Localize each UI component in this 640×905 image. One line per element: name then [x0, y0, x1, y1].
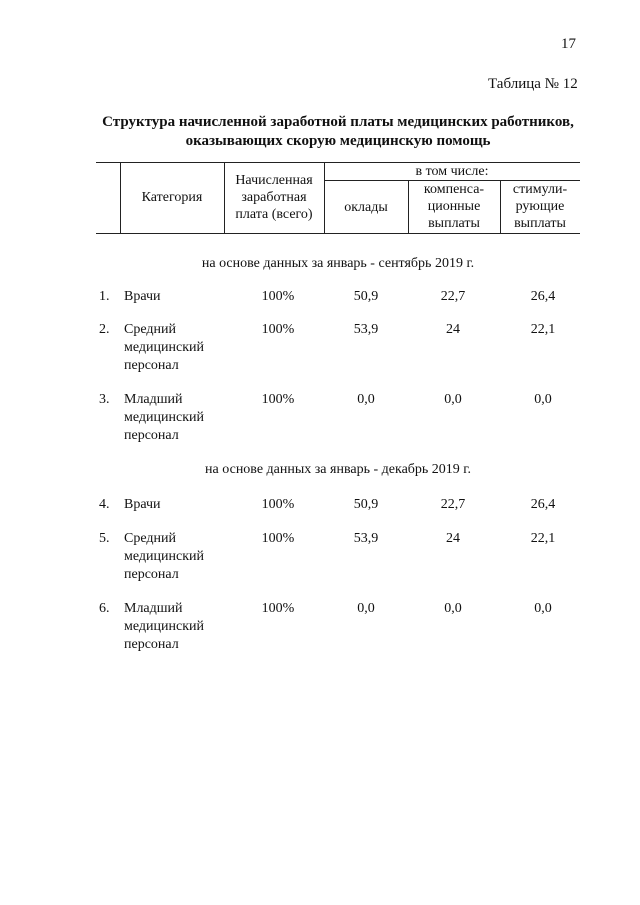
row-salaries: 53,9 [353, 322, 379, 337]
header-category: Категория [141, 190, 203, 205]
header-total [224, 172, 324, 223]
header-salaries: оклады [344, 200, 388, 215]
section-label: на основе данных за январь - сентябрь 2019 г. [201, 256, 475, 271]
page-number: 17 [561, 36, 576, 52]
header-compensation-line-1: компенса- [423, 182, 485, 197]
header-compensation [408, 181, 500, 232]
header-total-line-3: плата (всего) [235, 207, 313, 222]
row-incentive: 22,1 [530, 531, 556, 546]
row-compensation: 0,0 [444, 392, 462, 407]
header-including: в том числе: [415, 164, 489, 179]
row-category [124, 496, 234, 514]
row-compensation: 22,7 [440, 289, 466, 304]
row-category-line: медицинский [124, 619, 204, 634]
row-category-line: Средний [124, 531, 176, 546]
header-compensation-line-3: выплаты [428, 216, 480, 231]
header-bottom-border [96, 233, 580, 234]
row-incentive: 26,4 [530, 289, 556, 304]
table-title-line-2: оказывающих скорую медицинскую помощь [185, 133, 491, 149]
row-category-line: медицинский [124, 410, 204, 425]
row-total: 100% [261, 392, 295, 407]
table-title-line-1: Структура начисленной заработной платы медицинских работников, [102, 114, 574, 130]
header-incentive-line-2: рующие [515, 199, 565, 214]
row-category [124, 530, 234, 584]
row-category-line: персонал [124, 567, 179, 582]
header-incentive [500, 181, 580, 232]
row-compensation: 24 [446, 322, 460, 337]
row-category-line: Средний [124, 322, 176, 337]
row-total: 100% [261, 497, 295, 512]
table-label: Таблица № 12 [488, 76, 578, 92]
row-category-line: Врачи [124, 289, 161, 304]
row-compensation: 22,7 [440, 497, 466, 512]
row-category-line: Младший [124, 392, 183, 407]
row-total: 100% [261, 601, 295, 616]
row-total: 100% [261, 531, 295, 546]
row-category-line: персонал [124, 637, 179, 652]
row-category [124, 600, 234, 654]
row-number: 2. [99, 322, 110, 337]
row-category-line: медицинский [124, 549, 204, 564]
row-category-line: персонал [124, 358, 179, 373]
header-total-line-1: Начисленная [235, 173, 313, 188]
header-incentive-line-1: стимули- [512, 182, 568, 197]
row-salaries: 50,9 [353, 289, 379, 304]
row-number: 3. [99, 392, 110, 407]
row-compensation: 24 [446, 531, 460, 546]
row-compensation: 0,0 [444, 601, 462, 616]
row-salaries: 50,9 [353, 497, 379, 512]
table-title [60, 113, 616, 151]
header-total-line-2: заработная [241, 190, 307, 205]
row-category [124, 391, 234, 445]
row-category-line: Врачи [124, 497, 161, 512]
row-number: 5. [99, 531, 110, 546]
header-compensation-line-2: ционные [427, 199, 481, 214]
row-category [124, 288, 234, 306]
row-salaries: 0,0 [357, 601, 375, 616]
row-category-line: персонал [124, 428, 179, 443]
row-total: 100% [261, 322, 295, 337]
row-salaries: 0,0 [357, 392, 375, 407]
row-category-line: Младший [124, 601, 183, 616]
header-incentive-line-3: выплаты [514, 216, 566, 231]
row-category [124, 321, 234, 375]
row-salaries: 53,9 [353, 531, 379, 546]
section-label: на основе данных за январь - декабрь 2019 г. [205, 462, 471, 477]
row-number: 1. [99, 289, 110, 304]
row-incentive: 0,0 [534, 601, 552, 616]
row-number: 6. [99, 601, 110, 616]
row-incentive: 0,0 [534, 392, 552, 407]
row-total: 100% [261, 289, 295, 304]
row-category-line: медицинский [124, 340, 204, 355]
row-incentive: 22,1 [530, 322, 556, 337]
row-incentive: 26,4 [530, 497, 556, 512]
row-number: 4. [99, 497, 110, 512]
